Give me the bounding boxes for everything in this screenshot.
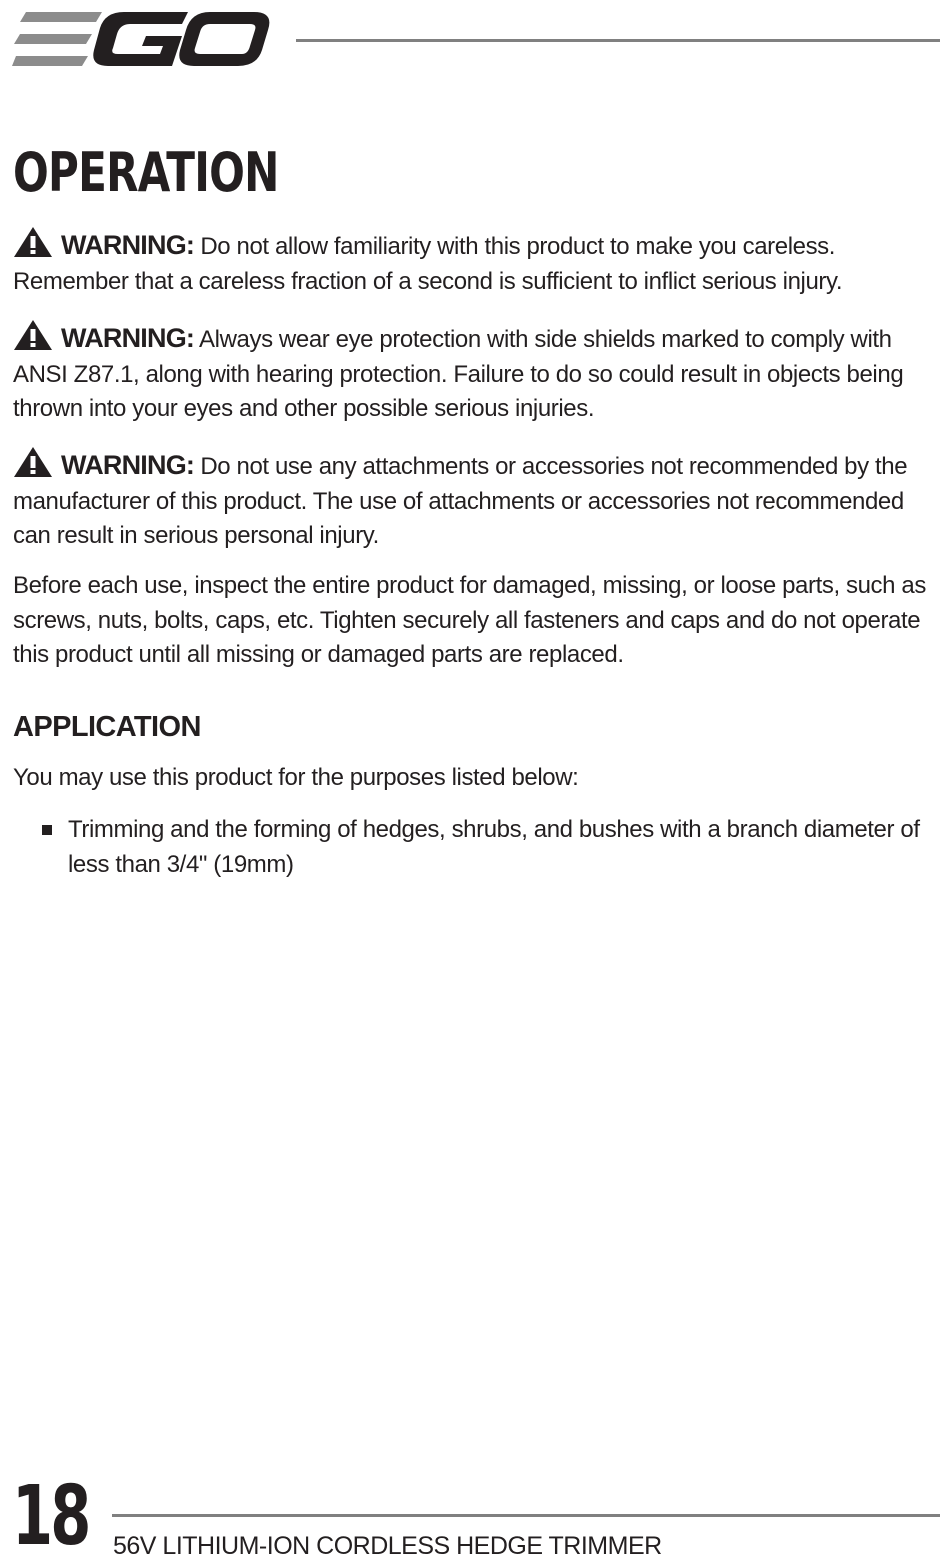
page-title: OPERATION xyxy=(13,141,279,204)
square-bullet-icon xyxy=(42,825,52,835)
application-list xyxy=(13,813,940,882)
warning-familiarity xyxy=(13,226,940,299)
warning-triangle-icon xyxy=(13,319,53,351)
product-title: 56V LITHIUM-ION CORDLESS HEDGE TRIMMER xyxy=(113,1532,662,1560)
warning-triangle-icon xyxy=(13,446,53,478)
warning-text: Do not allow familiarity with this product to make you careless. Remember that a careless fraction of a second is sufficient to inflict serious injury. xyxy=(13,233,843,295)
warning-text: Do not use any attachments or accessories not recommended by the manufacturer of this product. The use of attachments or accessories not recommended can result in serious personal injury. xyxy=(13,453,908,549)
ego-logo xyxy=(12,10,270,70)
inspection-paragraph: Before each use, inspect the entire product for damaged, missing, or loose parts, such as screws, nuts, bolts, caps, etc. Tighten securely all fasteners and caps and do not operate this product until all missing or damaged parts are replaced. xyxy=(13,572,926,668)
footer-rule xyxy=(112,1514,940,1517)
warning-label: WARNING: xyxy=(61,450,195,480)
page-number: 18 xyxy=(12,1469,89,1564)
warning-text: Always wear eye protection with side shields marked to comply with ANSI Z87.1, along with hearing protection. Failure to do so could result in objects being thrown into your eyes and other possible serious injuries. xyxy=(13,326,904,422)
warning-eye-protection xyxy=(13,319,940,427)
warning-triangle-icon xyxy=(13,226,53,258)
warning-attachments xyxy=(13,446,940,554)
page-header xyxy=(0,0,950,80)
list-item xyxy=(13,813,940,882)
application-heading: APPLICATION xyxy=(13,711,201,743)
warning-label: WARNING: xyxy=(61,230,195,260)
application-intro: You may use this product for the purposes listed below: xyxy=(13,764,579,791)
warning-label: WARNING: xyxy=(61,323,195,353)
list-item-text: Trimming and the forming of hedges, shrubs, and bushes with a branch diameter of less than 3/4" (19mm) xyxy=(68,816,920,878)
header-rule xyxy=(296,39,940,42)
